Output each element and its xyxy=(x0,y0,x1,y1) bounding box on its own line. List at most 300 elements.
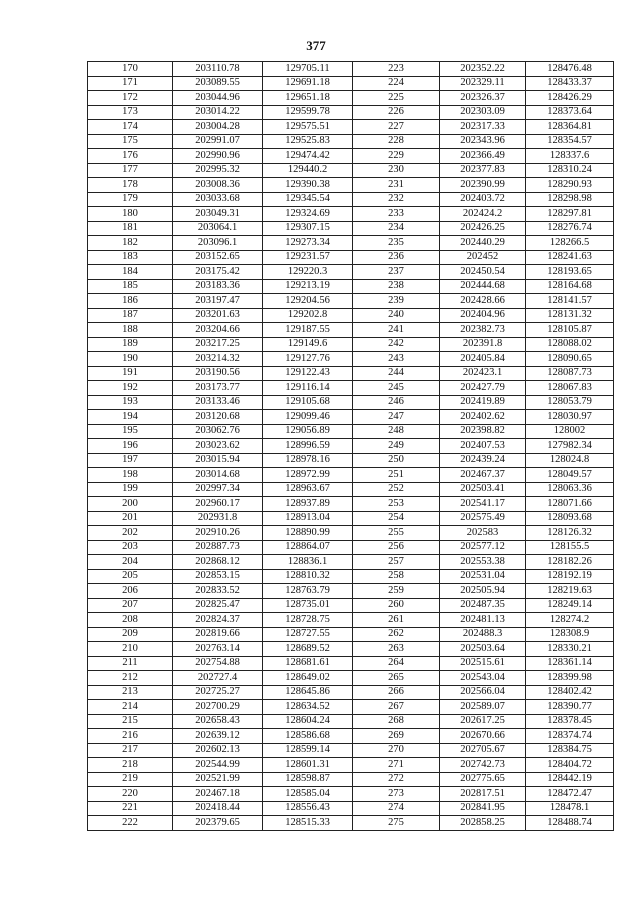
x-coordinate-left: 203201.63 xyxy=(173,308,263,323)
table-row xyxy=(88,714,614,729)
x-coordinate-left: 202658.43 xyxy=(173,714,263,729)
table-row xyxy=(88,540,614,555)
point-number-left: 192 xyxy=(88,381,173,396)
x-coordinate-right: 202541.17 xyxy=(440,497,526,512)
table-row xyxy=(88,642,614,657)
table-row xyxy=(88,482,614,497)
x-coordinate-left: 202990.96 xyxy=(173,149,263,164)
x-coordinate-right: 202467.37 xyxy=(440,468,526,483)
y-coordinate-left: 129575.51 xyxy=(263,120,353,135)
point-number-right: 268 xyxy=(353,714,440,729)
x-coordinate-left: 203110.78 xyxy=(173,62,263,77)
x-coordinate-right: 202402.62 xyxy=(440,410,526,425)
point-number-left: 175 xyxy=(88,134,173,149)
x-coordinate-left: 202727.4 xyxy=(173,671,263,686)
point-number-right: 234 xyxy=(353,221,440,236)
table-row xyxy=(88,221,614,236)
x-coordinate-left: 203049.31 xyxy=(173,207,263,222)
point-number-left: 172 xyxy=(88,91,173,106)
table-row xyxy=(88,729,614,744)
y-coordinate-left: 128649.02 xyxy=(263,671,353,686)
point-number-right: 265 xyxy=(353,671,440,686)
x-coordinate-left: 203044.96 xyxy=(173,91,263,106)
point-number-left: 171 xyxy=(88,76,173,91)
point-number-left: 186 xyxy=(88,294,173,309)
table-row xyxy=(88,308,614,323)
table-row xyxy=(88,468,614,483)
point-number-left: 182 xyxy=(88,236,173,251)
table-row xyxy=(88,758,614,773)
x-coordinate-right: 202566.04 xyxy=(440,685,526,700)
y-coordinate-right: 128053.79 xyxy=(526,395,614,410)
point-number-right: 275 xyxy=(353,816,440,831)
point-number-left: 214 xyxy=(88,700,173,715)
x-coordinate-right: 202670.66 xyxy=(440,729,526,744)
point-number-right: 245 xyxy=(353,381,440,396)
point-number-left: 222 xyxy=(88,816,173,831)
table-row xyxy=(88,352,614,367)
x-coordinate-left: 203015.94 xyxy=(173,453,263,468)
y-coordinate-left: 128864.07 xyxy=(263,540,353,555)
x-coordinate-left: 202824.37 xyxy=(173,613,263,628)
y-coordinate-left: 128735.01 xyxy=(263,598,353,613)
x-coordinate-left: 202602.13 xyxy=(173,743,263,758)
point-number-left: 221 xyxy=(88,801,173,816)
point-number-left: 197 xyxy=(88,453,173,468)
point-number-right: 233 xyxy=(353,207,440,222)
table-row xyxy=(88,743,614,758)
table-row xyxy=(88,598,614,613)
y-coordinate-right: 128093.68 xyxy=(526,511,614,526)
table-row xyxy=(88,120,614,135)
x-coordinate-right: 202317.33 xyxy=(440,120,526,135)
x-coordinate-right: 202423.1 xyxy=(440,366,526,381)
point-number-right: 250 xyxy=(353,453,440,468)
y-coordinate-right: 128090.65 xyxy=(526,352,614,367)
y-coordinate-right: 128308.9 xyxy=(526,627,614,642)
y-coordinate-left: 128586.68 xyxy=(263,729,353,744)
y-coordinate-left: 129149.6 xyxy=(263,337,353,352)
table-row xyxy=(88,656,614,671)
point-number-left: 220 xyxy=(88,787,173,802)
y-coordinate-left: 128604.24 xyxy=(263,714,353,729)
y-coordinate-right: 128105.87 xyxy=(526,323,614,338)
point-number-right: 261 xyxy=(353,613,440,628)
point-number-left: 190 xyxy=(88,352,173,367)
y-coordinate-left: 128890.99 xyxy=(263,526,353,541)
x-coordinate-right: 202419.89 xyxy=(440,395,526,410)
y-coordinate-right: 128337.6 xyxy=(526,149,614,164)
x-coordinate-right: 202352.22 xyxy=(440,62,526,77)
point-number-right: 248 xyxy=(353,424,440,439)
y-coordinate-right: 128330.21 xyxy=(526,642,614,657)
y-coordinate-left: 129202.8 xyxy=(263,308,353,323)
point-number-left: 187 xyxy=(88,308,173,323)
table-row xyxy=(88,294,614,309)
y-coordinate-right: 128310.24 xyxy=(526,163,614,178)
x-coordinate-left: 202763.14 xyxy=(173,642,263,657)
x-coordinate-right: 202377.83 xyxy=(440,163,526,178)
x-coordinate-left: 202418.44 xyxy=(173,801,263,816)
x-coordinate-right: 202404.96 xyxy=(440,308,526,323)
y-coordinate-left: 128601.31 xyxy=(263,758,353,773)
x-coordinate-left: 203217.25 xyxy=(173,337,263,352)
point-number-left: 218 xyxy=(88,758,173,773)
point-number-right: 241 xyxy=(353,323,440,338)
x-coordinate-left: 202639.12 xyxy=(173,729,263,744)
table-row xyxy=(88,569,614,584)
table-row xyxy=(88,207,614,222)
table-row xyxy=(88,816,614,831)
x-coordinate-left: 202991.07 xyxy=(173,134,263,149)
y-coordinate-left: 129324.69 xyxy=(263,207,353,222)
x-coordinate-left: 203120.68 xyxy=(173,410,263,425)
point-number-left: 210 xyxy=(88,642,173,657)
x-coordinate-right: 202858.25 xyxy=(440,816,526,831)
point-number-right: 269 xyxy=(353,729,440,744)
point-number-left: 180 xyxy=(88,207,173,222)
table-row xyxy=(88,395,614,410)
x-coordinate-left: 203152.65 xyxy=(173,250,263,265)
point-number-right: 271 xyxy=(353,758,440,773)
y-coordinate-right: 128164.68 xyxy=(526,279,614,294)
y-coordinate-right: 128276.74 xyxy=(526,221,614,236)
x-coordinate-left: 203096.1 xyxy=(173,236,263,251)
x-coordinate-left: 202931.8 xyxy=(173,511,263,526)
y-coordinate-right: 128399.98 xyxy=(526,671,614,686)
point-number-left: 195 xyxy=(88,424,173,439)
x-coordinate-right: 202817.51 xyxy=(440,787,526,802)
x-coordinate-left: 203173.77 xyxy=(173,381,263,396)
point-number-left: 201 xyxy=(88,511,173,526)
x-coordinate-right: 202481.13 xyxy=(440,613,526,628)
point-number-right: 246 xyxy=(353,395,440,410)
point-number-left: 216 xyxy=(88,729,173,744)
point-number-right: 247 xyxy=(353,410,440,425)
y-coordinate-right: 128298.98 xyxy=(526,192,614,207)
y-coordinate-left: 129105.68 xyxy=(263,395,353,410)
y-coordinate-left: 129127.76 xyxy=(263,352,353,367)
x-coordinate-left: 203014.68 xyxy=(173,468,263,483)
point-number-left: 194 xyxy=(88,410,173,425)
point-number-left: 184 xyxy=(88,265,173,280)
y-coordinate-left: 129599.78 xyxy=(263,105,353,120)
point-number-right: 264 xyxy=(353,656,440,671)
x-coordinate-left: 203197.47 xyxy=(173,294,263,309)
x-coordinate-left: 203062.76 xyxy=(173,424,263,439)
y-coordinate-right: 128219.63 xyxy=(526,584,614,599)
point-number-right: 258 xyxy=(353,569,440,584)
y-coordinate-left: 129691.18 xyxy=(263,76,353,91)
y-coordinate-left: 129204.56 xyxy=(263,294,353,309)
x-coordinate-right: 202543.04 xyxy=(440,671,526,686)
y-coordinate-right: 128182.26 xyxy=(526,555,614,570)
x-coordinate-left: 203190.56 xyxy=(173,366,263,381)
y-coordinate-left: 129056.89 xyxy=(263,424,353,439)
x-coordinate-right: 202424.2 xyxy=(440,207,526,222)
point-number-left: 198 xyxy=(88,468,173,483)
x-coordinate-right: 202583 xyxy=(440,526,526,541)
y-coordinate-left: 128727.55 xyxy=(263,627,353,642)
point-number-left: 219 xyxy=(88,772,173,787)
point-number-right: 224 xyxy=(353,76,440,91)
y-coordinate-left: 128556.43 xyxy=(263,801,353,816)
point-number-left: 173 xyxy=(88,105,173,120)
y-coordinate-left: 129651.18 xyxy=(263,91,353,106)
point-number-left: 170 xyxy=(88,62,173,77)
table-row xyxy=(88,250,614,265)
table-row xyxy=(88,236,614,251)
table-row xyxy=(88,439,614,454)
point-number-left: 189 xyxy=(88,337,173,352)
point-number-left: 205 xyxy=(88,569,173,584)
x-coordinate-right: 202841.95 xyxy=(440,801,526,816)
x-coordinate-left: 202379.65 xyxy=(173,816,263,831)
table-row xyxy=(88,511,614,526)
y-coordinate-left: 128836.1 xyxy=(263,555,353,570)
y-coordinate-left: 128681.61 xyxy=(263,656,353,671)
x-coordinate-right: 202426.25 xyxy=(440,221,526,236)
y-coordinate-left: 129116.14 xyxy=(263,381,353,396)
point-number-right: 254 xyxy=(353,511,440,526)
y-coordinate-right: 128476.48 xyxy=(526,62,614,77)
point-number-right: 232 xyxy=(353,192,440,207)
point-number-right: 231 xyxy=(353,178,440,193)
point-number-right: 252 xyxy=(353,482,440,497)
y-coordinate-right: 128049.57 xyxy=(526,468,614,483)
point-number-right: 228 xyxy=(353,134,440,149)
x-coordinate-right: 202343.96 xyxy=(440,134,526,149)
point-number-left: 212 xyxy=(88,671,173,686)
x-coordinate-right: 202515.61 xyxy=(440,656,526,671)
y-coordinate-right: 128426.29 xyxy=(526,91,614,106)
table-row xyxy=(88,627,614,642)
point-number-right: 225 xyxy=(353,91,440,106)
y-coordinate-left: 129273.34 xyxy=(263,236,353,251)
x-coordinate-right: 202742.73 xyxy=(440,758,526,773)
x-coordinate-right: 202577.12 xyxy=(440,540,526,555)
y-coordinate-left: 129231.57 xyxy=(263,250,353,265)
x-coordinate-right: 202329.11 xyxy=(440,76,526,91)
table-row xyxy=(88,381,614,396)
point-number-right: 267 xyxy=(353,700,440,715)
x-coordinate-right: 202503.41 xyxy=(440,482,526,497)
table-row xyxy=(88,424,614,439)
point-number-left: 200 xyxy=(88,497,173,512)
table-row xyxy=(88,337,614,352)
table-row xyxy=(88,685,614,700)
point-number-right: 243 xyxy=(353,352,440,367)
point-number-right: 253 xyxy=(353,497,440,512)
y-coordinate-left: 128728.75 xyxy=(263,613,353,628)
point-number-left: 183 xyxy=(88,250,173,265)
point-number-left: 176 xyxy=(88,149,173,164)
table-row xyxy=(88,192,614,207)
x-coordinate-right: 202427.79 xyxy=(440,381,526,396)
point-number-right: 249 xyxy=(353,439,440,454)
y-coordinate-right: 128030.97 xyxy=(526,410,614,425)
point-number-left: 202 xyxy=(88,526,173,541)
point-number-right: 240 xyxy=(353,308,440,323)
point-number-left: 206 xyxy=(88,584,173,599)
y-coordinate-right: 128241.63 xyxy=(526,250,614,265)
x-coordinate-right: 202450.54 xyxy=(440,265,526,280)
point-number-left: 199 xyxy=(88,482,173,497)
x-coordinate-right: 202403.72 xyxy=(440,192,526,207)
x-coordinate-right: 202326.37 xyxy=(440,91,526,106)
point-number-left: 174 xyxy=(88,120,173,135)
y-coordinate-right: 128384.75 xyxy=(526,743,614,758)
point-number-right: 238 xyxy=(353,279,440,294)
point-number-right: 259 xyxy=(353,584,440,599)
y-coordinate-left: 128598.87 xyxy=(263,772,353,787)
y-coordinate-left: 128963.67 xyxy=(263,482,353,497)
table-row xyxy=(88,772,614,787)
x-coordinate-left: 202997.34 xyxy=(173,482,263,497)
point-number-right: 235 xyxy=(353,236,440,251)
y-coordinate-right: 128404.72 xyxy=(526,758,614,773)
x-coordinate-right: 202488.3 xyxy=(440,627,526,642)
y-coordinate-right: 128071.66 xyxy=(526,497,614,512)
x-coordinate-right: 202505.94 xyxy=(440,584,526,599)
x-coordinate-left: 202725.27 xyxy=(173,685,263,700)
y-coordinate-left: 129187.55 xyxy=(263,323,353,338)
y-coordinate-left: 128634.52 xyxy=(263,700,353,715)
point-number-left: 211 xyxy=(88,656,173,671)
table-row xyxy=(88,323,614,338)
y-coordinate-right: 128274.2 xyxy=(526,613,614,628)
table-row xyxy=(88,178,614,193)
x-coordinate-right: 202531.04 xyxy=(440,569,526,584)
point-number-right: 229 xyxy=(353,149,440,164)
x-coordinate-right: 202405.84 xyxy=(440,352,526,367)
point-number-right: 239 xyxy=(353,294,440,309)
y-coordinate-left: 128585.04 xyxy=(263,787,353,802)
y-coordinate-left: 129220.3 xyxy=(263,265,353,280)
x-coordinate-right: 202452 xyxy=(440,250,526,265)
point-number-left: 196 xyxy=(88,439,173,454)
x-coordinate-left: 203214.32 xyxy=(173,352,263,367)
table-row xyxy=(88,91,614,106)
y-coordinate-left: 129705.11 xyxy=(263,62,353,77)
y-coordinate-right: 128088.02 xyxy=(526,337,614,352)
y-coordinate-left: 128515.33 xyxy=(263,816,353,831)
y-coordinate-right: 128024.8 xyxy=(526,453,614,468)
x-coordinate-right: 202617.25 xyxy=(440,714,526,729)
x-coordinate-right: 202303.09 xyxy=(440,105,526,120)
table-row xyxy=(88,366,614,381)
x-coordinate-right: 202398.82 xyxy=(440,424,526,439)
x-coordinate-right: 202775.65 xyxy=(440,772,526,787)
coordinates-table xyxy=(87,61,614,831)
point-number-left: 208 xyxy=(88,613,173,628)
table-row xyxy=(88,105,614,120)
y-coordinate-left: 128996.59 xyxy=(263,439,353,454)
x-coordinate-left: 202910.26 xyxy=(173,526,263,541)
point-number-right: 256 xyxy=(353,540,440,555)
y-coordinate-right: 128478.1 xyxy=(526,801,614,816)
table-row xyxy=(88,555,614,570)
point-number-right: 266 xyxy=(353,685,440,700)
y-coordinate-right: 128141.57 xyxy=(526,294,614,309)
x-coordinate-left: 203183.36 xyxy=(173,279,263,294)
point-number-right: 227 xyxy=(353,120,440,135)
y-coordinate-right: 127982.34 xyxy=(526,439,614,454)
table-row xyxy=(88,62,614,77)
y-coordinate-right: 128126.32 xyxy=(526,526,614,541)
y-coordinate-right: 128354.57 xyxy=(526,134,614,149)
y-coordinate-right: 128249.14 xyxy=(526,598,614,613)
y-coordinate-left: 128599.14 xyxy=(263,743,353,758)
point-number-left: 188 xyxy=(88,323,173,338)
y-coordinate-right: 128378.45 xyxy=(526,714,614,729)
point-number-right: 262 xyxy=(353,627,440,642)
point-number-right: 251 xyxy=(353,468,440,483)
table-row xyxy=(88,671,614,686)
point-number-left: 203 xyxy=(88,540,173,555)
x-coordinate-left: 203023.62 xyxy=(173,439,263,454)
point-number-left: 204 xyxy=(88,555,173,570)
point-number-left: 207 xyxy=(88,598,173,613)
y-coordinate-left: 129099.46 xyxy=(263,410,353,425)
point-number-left: 213 xyxy=(88,685,173,700)
point-number-right: 226 xyxy=(353,105,440,120)
y-coordinate-right: 128192.19 xyxy=(526,569,614,584)
x-coordinate-right: 202382.73 xyxy=(440,323,526,338)
y-coordinate-left: 128763.79 xyxy=(263,584,353,599)
x-coordinate-right: 202390.99 xyxy=(440,178,526,193)
x-coordinate-left: 202960.17 xyxy=(173,497,263,512)
x-coordinate-left: 202819.66 xyxy=(173,627,263,642)
x-coordinate-right: 202589.07 xyxy=(440,700,526,715)
point-number-right: 237 xyxy=(353,265,440,280)
x-coordinate-left: 202754.88 xyxy=(173,656,263,671)
y-coordinate-left: 129345.54 xyxy=(263,192,353,207)
x-coordinate-left: 203014.22 xyxy=(173,105,263,120)
y-coordinate-right: 128297.81 xyxy=(526,207,614,222)
y-coordinate-right: 128131.32 xyxy=(526,308,614,323)
x-coordinate-left: 202853.15 xyxy=(173,569,263,584)
table-row xyxy=(88,265,614,280)
y-coordinate-left: 129525.83 xyxy=(263,134,353,149)
point-number-right: 223 xyxy=(353,62,440,77)
y-coordinate-left: 129213.19 xyxy=(263,279,353,294)
point-number-right: 260 xyxy=(353,598,440,613)
x-coordinate-left: 203064.1 xyxy=(173,221,263,236)
x-coordinate-left: 202887.73 xyxy=(173,540,263,555)
y-coordinate-right: 128266.5 xyxy=(526,236,614,251)
x-coordinate-left: 202833.52 xyxy=(173,584,263,599)
y-coordinate-right: 128402.42 xyxy=(526,685,614,700)
y-coordinate-left: 129474.42 xyxy=(263,149,353,164)
x-coordinate-left: 203175.42 xyxy=(173,265,263,280)
y-coordinate-right: 128472.47 xyxy=(526,787,614,802)
y-coordinate-right: 128361.14 xyxy=(526,656,614,671)
point-number-right: 273 xyxy=(353,787,440,802)
point-number-right: 255 xyxy=(353,526,440,541)
x-coordinate-right: 202705.67 xyxy=(440,743,526,758)
x-coordinate-right: 202503.64 xyxy=(440,642,526,657)
y-coordinate-left: 129440.2 xyxy=(263,163,353,178)
y-coordinate-left: 128689.52 xyxy=(263,642,353,657)
y-coordinate-right: 128067.83 xyxy=(526,381,614,396)
table-row xyxy=(88,801,614,816)
point-number-left: 177 xyxy=(88,163,173,178)
y-coordinate-right: 128155.5 xyxy=(526,540,614,555)
x-coordinate-right: 202366.49 xyxy=(440,149,526,164)
table-row xyxy=(88,497,614,512)
x-coordinate-left: 203089.55 xyxy=(173,76,263,91)
